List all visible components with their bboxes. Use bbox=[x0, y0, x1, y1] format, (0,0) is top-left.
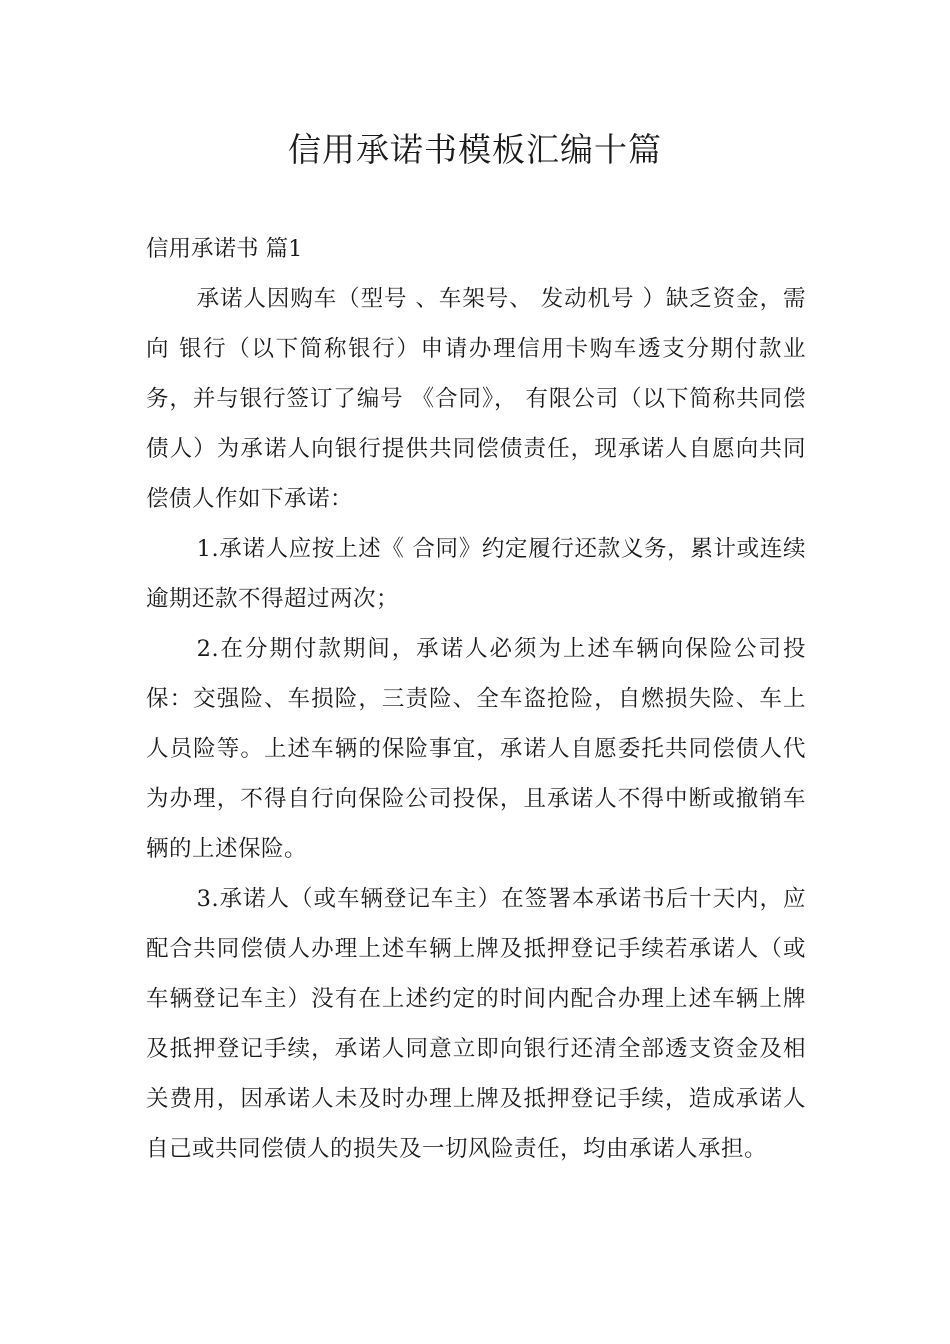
intro-paragraph: 承诺人因购车（型号 、车架号、 发动机号 ）缺乏资金，需向 银行（以下简称银行）申请办理信用卡购车透支分期付款业务，并与银行签订了编号 《合同》， 有限公司（以下简称共同偿债人）为承诺人向银行提供共同偿债责任，现承诺人自愿向共同偿债人作如下承诺： bbox=[146, 286, 806, 512]
section-heading: 信用承诺书 篇1 bbox=[146, 236, 303, 262]
clause-3-paragraph: 3.承诺人（或车辆登记车主）在签署本承诺书后十天内，应配合共同偿债人办理上述车辆上牌及抵押登记手续若承诺人（或车辆登记车主）没有在上述约定的时间内配合办理上述车辆上牌及抵押登记手续，承诺人同意立即向银行还清全部透支资金及相关费用，因承诺人未及时办理上牌及抵押登记手续，造成承诺人自己或共同偿债人的损失及一切风险责任，均由承诺人承担。 bbox=[146, 886, 806, 1162]
clause-1-paragraph: 1.承诺人应按上述《 合同》约定履行还款义务，累计或连续逾期还款不得超过两次； bbox=[146, 536, 806, 612]
clause-2-paragraph: 2.在分期付款期间，承诺人必须为上述车辆向保险公司投保：交强险、车损险，三责险、全车盗抢险，自燃损失险、车上人员险等。上述车辆的保险事宜，承诺人自愿委托共同偿债人代为办理，不得自行向保险公司投保，且承诺人不得中断或撤销车辆的上述保险。 bbox=[146, 636, 806, 862]
document-body bbox=[146, 224, 806, 1174]
document-title: 信用承诺书模板汇编十篇 bbox=[288, 130, 662, 169]
